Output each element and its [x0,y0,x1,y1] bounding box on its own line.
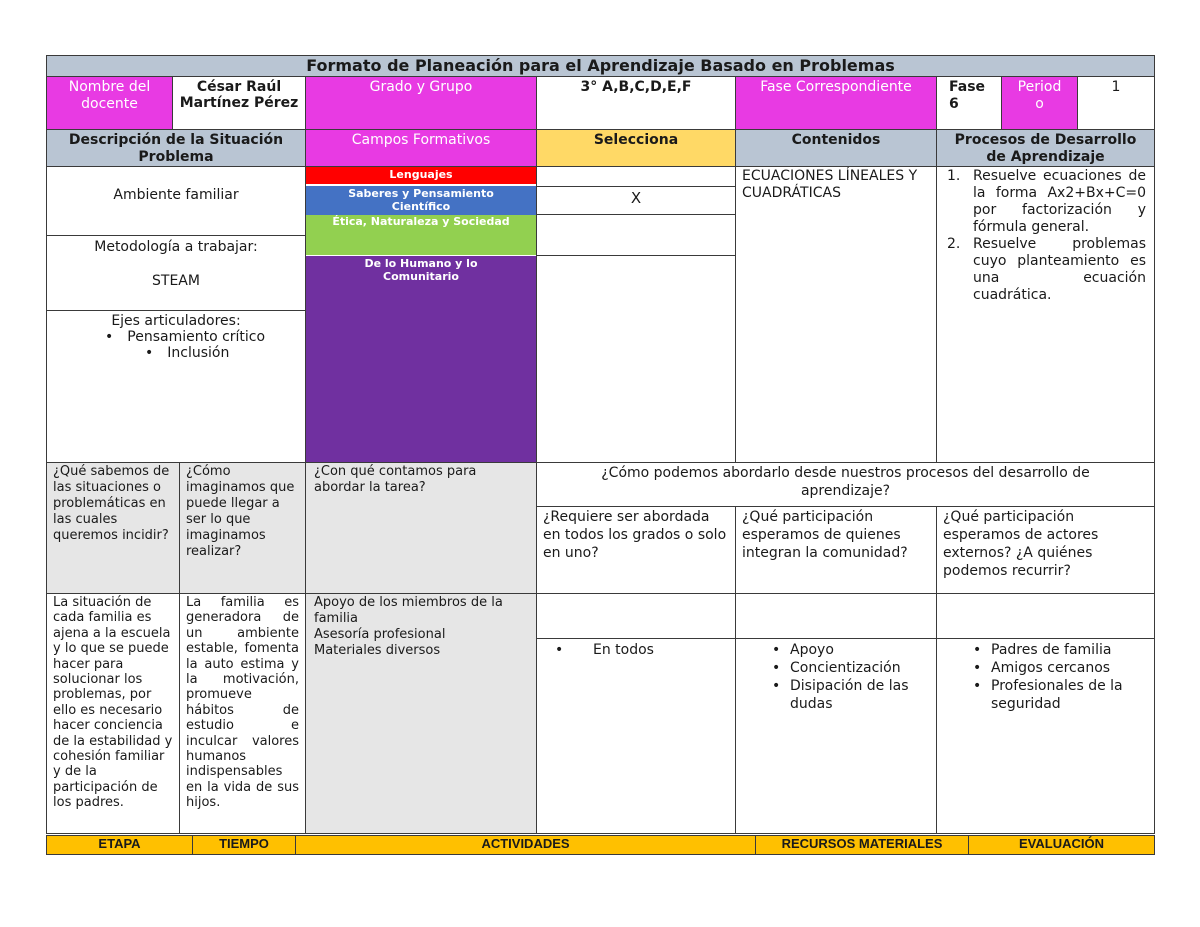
campo-saberes: Saberes y Pensamiento Científico [306,186,536,215]
answer-grados-blank [536,593,736,639]
grado-item: • En todos [547,641,729,659]
campo-lenguajes: Lenguajes [306,167,536,184]
selecciona-lenguajes[interactable] [536,166,736,187]
recurso-item: Apoyo de los miembros de la familia [314,595,503,626]
answer-sabemos: La situación de cada familia es ajena a la escuela y lo que se puede hacer para solucionar los problemas, por ello es necesario hacer conciencia de la estabilidad y cohesión familiar y de la participación de los padres. [46,593,180,834]
docente-label: Nombre del docente [46,76,173,130]
answer-externos-blank [936,593,1155,639]
question-imaginamos: ¿Cómo imaginamos que puede llegar a ser lo que imaginamos realizar? [179,462,306,594]
answer-comunidad [735,638,937,834]
col-procesos: Procesos de Desarrollo de Aprendizaje [936,129,1155,167]
answer-comunidad-blank [735,593,937,639]
recurso-item: Materiales diversos [314,643,441,658]
selecciona-saberes[interactable]: X [536,186,736,215]
ejes-cell [46,310,306,463]
selecciona-etica[interactable] [536,214,736,256]
question-contamos: ¿Con qué contamos para abordar la tarea? [305,462,537,594]
eje-item: • Inclusión [145,345,230,361]
externos-list [965,641,1148,713]
comunidad-item: • Apoyo [764,641,930,659]
ejes-label: Ejes articuladores: [111,313,241,329]
proceso-item: 1. Resuelve ecuaciones de la forma Ax2+Bx+C=0 por factorización y fórmula general. [947,168,1146,235]
question-comunidad: ¿Qué participación esperamos de quienes integran la comunidad? [735,506,937,594]
metodologia-label: Metodología a trabajar: [94,239,258,255]
fase-value: Fase 6 [936,76,1002,130]
question-externos: ¿Qué participación esperamos de actores externos? ¿A quiénes podemos recurrir? [936,506,1155,594]
campo-etica: Ética, Naturaleza y Sociedad [306,215,536,255]
docente-value: César Raúl Martínez Pérez [172,76,306,130]
comunidad-item: • Concientización [764,659,930,677]
procesos-cell [936,166,1155,463]
col-descripcion: Descripción de la Situación Problema [46,129,306,167]
selecciona-humano[interactable] [536,255,736,463]
col-contenidos: Contenidos [735,129,937,167]
campo-humano: De lo Humano y lo Comunitario [306,256,536,463]
externo-item: • Amigos cercanos [965,659,1148,677]
footer-etapa: ETAPA [46,835,193,855]
externo-item: • Padres de familia [965,641,1148,659]
footer-actividades: ACTIVIDADES [295,835,756,855]
periodo-label: Period o [1001,76,1078,130]
col-campos: Campos Formativos [305,129,537,167]
recurso-item: Asesoría profesional [314,627,446,642]
comunidad-item: • Disipación de las dudas [764,677,930,713]
question-grados: ¿Requiere ser abordada en todos los grados o solo en uno? [536,506,736,594]
contenidos-cell: ECUACIONES LÍNEALES Y CUADRÁTICAS [735,166,937,463]
question-sabemos: ¿Qué sabemos de las situaciones o problemáticas en las cuales queremos incidir? [46,462,180,594]
externo-item: • Profesionales de la seguridad [965,677,1148,713]
question-abordarlo: ¿Cómo podemos abordarlo desde nuestros procesos del desarrollo de aprendizaje? [536,462,1155,507]
eje-item: • Pensamiento crítico [105,329,266,345]
fase-label: Fase Correspondiente [735,76,937,130]
grados-list [547,641,729,659]
periodo-value: 1 [1077,76,1155,130]
answer-imaginamos: La familia es generadora de un ambiente estable, fomenta la auto estima y la motivación, promueve hábitos de estudio e inculcar valores humanos indispensables en la vida de sus hijos. [179,593,306,834]
comunidad-list [764,641,930,713]
footer-evaluacion: EVALUACIÓN [968,835,1155,855]
answer-contamos [305,593,537,834]
ambiente-cell: Ambiente familiar [46,166,306,236]
footer-recursos: RECURSOS MATERIALES [755,835,969,855]
proceso-item: 2. Resuelve problemas cuyo planteamiento es una ecuación cuadrática. [947,236,1146,303]
page-title: Formato de Planeación para el Aprendizaje Basado en Problemas [46,55,1155,77]
metodologia-cell [46,235,306,311]
grado-value: 3° A,B,C,D,E,F [536,76,736,130]
answer-grados [536,638,736,834]
metodologia-value: STEAM [152,273,200,289]
grado-label: Grado y Grupo [305,76,537,130]
footer-tiempo: TIEMPO [192,835,296,855]
ejes-list [105,329,305,361]
col-selecciona: Selecciona [536,129,736,167]
answer-externos [936,638,1155,834]
